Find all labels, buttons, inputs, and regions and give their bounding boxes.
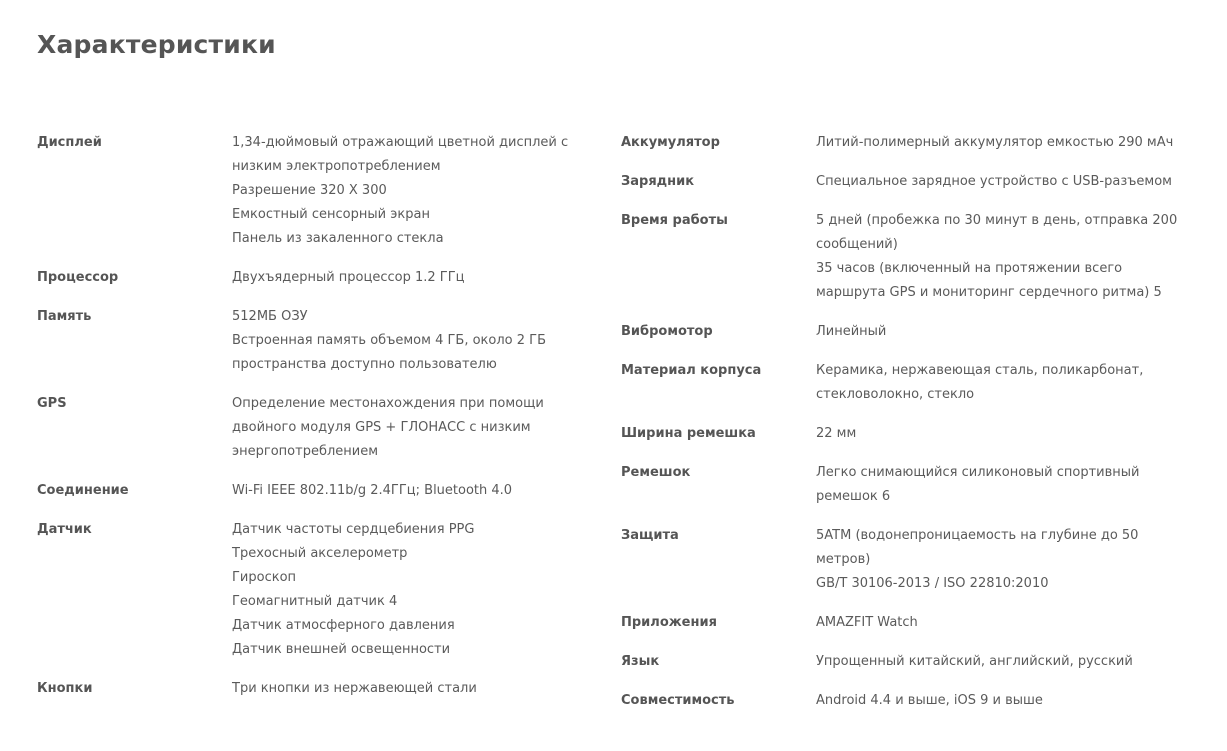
spec-value: Линейный	[816, 324, 887, 339]
spec-label: Приложения	[621, 615, 717, 630]
spec-value: Литий-полимерный аккумулятор емкостью 290 мАч	[816, 135, 1174, 150]
spec-value: 1,34-дюймовый отражающий цветной дисплей с низким электропотреблением	[232, 135, 569, 174]
spec-row-strap-width	[621, 422, 1201, 446]
spec-row-case-material	[621, 359, 1201, 407]
spec-values	[232, 392, 597, 464]
spec-value: Трехосный акселерометр	[232, 546, 408, 561]
spec-values	[816, 131, 1191, 155]
spec-value: Wi-Fi IEEE 802.11b/g 2.4ГГц; Bluetooth 4.0	[232, 483, 513, 498]
spec-label: Ширина ремешка	[621, 426, 756, 441]
spec-label: Защита	[621, 528, 679, 543]
spec-value: Керамика, нержавеющая сталь, поликарбонат, стекловолокно, стекло	[816, 363, 1144, 402]
spec-value: Android 4.4 и выше, iOS 9 и выше	[816, 693, 1043, 708]
spec-label: Вибромотор	[621, 324, 713, 339]
spec-row-buttons	[37, 677, 607, 701]
spec-row-battery-life	[621, 209, 1201, 305]
spec-value: Гироскоп	[232, 570, 297, 585]
spec-row-battery	[621, 131, 1201, 155]
spec-values	[816, 650, 1191, 674]
spec-values	[232, 305, 597, 377]
spec-label: Ремешок	[621, 465, 691, 480]
spec-value: Определение местонахождения при помощи двойного модуля GPS + ГЛОНАСС с низким энергопотреблением	[232, 396, 544, 459]
spec-row-display	[37, 131, 607, 251]
spec-value: Датчик атмосферного давления	[232, 618, 455, 633]
spec-values	[816, 209, 1191, 305]
spec-value: Емкостный сенсорный экран	[232, 207, 430, 222]
spec-row-processor	[37, 266, 607, 290]
spec-label: Аккумулятор	[621, 135, 720, 150]
spec-row-compatibility	[621, 689, 1201, 713]
spec-values	[816, 422, 1191, 446]
spec-values	[816, 689, 1191, 713]
spec-row-memory	[37, 305, 607, 377]
spec-label: Время работы	[621, 213, 728, 228]
spec-label: Язык	[621, 654, 660, 669]
spec-values	[232, 677, 597, 701]
spec-row-strap	[621, 461, 1201, 509]
spec-value: Разрешение 320 X 300	[232, 183, 387, 198]
spec-value: Двухъядерный процессор 1.2 ГГц	[232, 270, 465, 285]
spec-value: 512МБ ОЗУ	[232, 309, 308, 324]
spec-values	[232, 518, 597, 662]
spec-row-gps	[37, 392, 607, 464]
spec-label: Датчик	[37, 522, 92, 537]
spec-label: Совместимость	[621, 693, 735, 708]
spec-value: GB/T 30106-2013 / ISO 22810:2010	[816, 576, 1049, 591]
spec-row-connectivity	[37, 479, 607, 503]
spec-label: Кнопки	[37, 681, 93, 696]
specs-column-left	[37, 131, 607, 716]
spec-values	[232, 131, 597, 251]
spec-value: 5 дней (пробежка по 30 минут в день, отправка 200 сообщений)	[816, 213, 1178, 252]
spec-values	[816, 170, 1191, 194]
spec-row-charger	[621, 170, 1201, 194]
spec-value: Встроенная память объемом 4 ГБ, около 2 ГБ пространства доступно пользователю	[232, 333, 546, 372]
spec-value: Специальное зарядное устройство с USB-разъемом	[816, 174, 1172, 189]
spec-value: 35 часов (включенный на протяжении всего маршрута GPS и мониторинг сердечного ритма) 5	[816, 261, 1162, 300]
spec-row-vibration-motor	[621, 320, 1201, 344]
spec-label: Память	[37, 309, 92, 324]
spec-value: Геомагнитный датчик 4	[232, 594, 398, 609]
page-title: Характеристики	[37, 30, 276, 59]
spec-value: Датчик внешней освещенности	[232, 642, 451, 657]
spec-values	[816, 320, 1191, 344]
spec-value: Упрощенный китайский, английский, русский	[816, 654, 1133, 669]
spec-label: Зарядник	[621, 174, 695, 189]
spec-value: AMAZFIT Watch	[816, 615, 918, 630]
spec-values	[816, 524, 1191, 596]
spec-values	[232, 266, 597, 290]
spec-label: Соединение	[37, 483, 129, 498]
spec-value: Три кнопки из нержавеющей стали	[232, 681, 477, 696]
spec-row-language	[621, 650, 1201, 674]
spec-value: 5ATM (водонепроницаемость на глубине до 50 метров)	[816, 528, 1139, 567]
spec-values	[816, 461, 1191, 509]
spec-value: Легко снимающийся силиконовый спортивный ремешок 6	[816, 465, 1140, 504]
spec-values	[232, 479, 597, 503]
spec-value: Датчик частоты сердцебиения PPG	[232, 522, 475, 537]
spec-row-protection	[621, 524, 1201, 596]
spec-label: Процессор	[37, 270, 119, 285]
spec-label: Дисплей	[37, 135, 102, 150]
spec-label: GPS	[37, 396, 67, 411]
spec-value: Панель из закаленного стекла	[232, 231, 444, 246]
spec-values	[816, 611, 1191, 635]
spec-label: Материал корпуса	[621, 363, 762, 378]
spec-row-apps	[621, 611, 1201, 635]
spec-value: 22 мм	[816, 426, 857, 441]
specs-column-right	[621, 131, 1201, 728]
spec-row-sensors	[37, 518, 607, 662]
spec-values	[816, 359, 1191, 407]
